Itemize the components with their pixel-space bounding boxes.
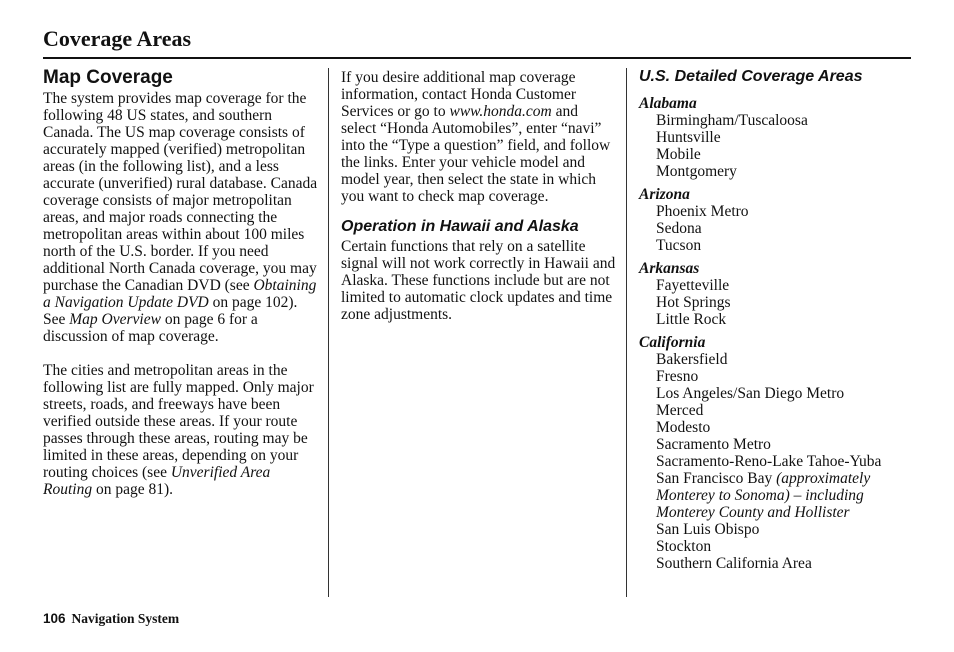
city-item: Huntsville [656, 129, 721, 146]
column-map-coverage [43, 67, 318, 498]
title-rule [43, 57, 911, 59]
website-link: www.honda.com [449, 103, 552, 120]
text-run: If you desire additional map coverage information, contact Honda Customer Services or go to [341, 69, 577, 120]
city-item: Hot Springs [656, 294, 731, 311]
city-item: Merced [656, 402, 704, 419]
city-item: Montgomery [656, 163, 737, 180]
city-item: Phoenix Metro [656, 203, 749, 220]
city-item: Sedona [656, 220, 702, 237]
paragraph-additional-coverage [341, 69, 616, 205]
paragraph-fully-mapped [43, 362, 318, 498]
city-item: Sacramento-Reno-Lake Tahoe-Yuba [656, 453, 882, 470]
text-run: on page 102). See [43, 294, 298, 328]
city-item: Birmingham/Tuscaloosa [656, 112, 808, 129]
city-item-san-francisco [639, 470, 919, 521]
text-run: The cities and metropolitan areas in the following list are fully mapped. Only major streets, roads, and freeways have been verified outside these areas. If your route passes through these areas, routing may be limited in these areas, depending on your routing choices (see [43, 362, 314, 481]
city-item: Stockton [656, 538, 712, 555]
section-heading-us-detailed: U.S. Detailed Coverage Areas [639, 68, 863, 85]
page-number: 106 [43, 611, 66, 626]
city-item: Fresno [656, 368, 699, 385]
city-item: Los Angeles/San Diego Metro [656, 385, 845, 402]
paragraph-hawaii-alaska: Certain functions that rely on a satellite signal will not work correctly in Hawaii and Alaska. These functions include but are not limited to automatic clock updates and time zone adjustments. [341, 238, 616, 323]
state-heading-arkansas: Arkansas [639, 260, 700, 277]
section-heading-map-coverage: Map Coverage [43, 67, 173, 88]
state-heading-arizona: Arizona [639, 186, 690, 203]
city-item: San Luis Obispo [656, 521, 760, 538]
city-item: Tucson [656, 237, 702, 254]
section-heading-hawaii-alaska: Operation in Hawaii and Alaska [341, 218, 579, 235]
city-note: (approximately Monterey to Sonoma) – including Monterey County and Hollister [656, 470, 871, 521]
column-divider [328, 68, 329, 597]
text-run: on page 6 for a discussion of map coverage. [43, 311, 258, 345]
city-item: Mobile [656, 146, 701, 163]
state-heading-california: California [639, 334, 706, 351]
cross-reference: Map Overview [69, 311, 161, 328]
city-item: Modesto [656, 419, 711, 436]
state-heading-alabama: Alabama [639, 95, 697, 112]
paragraph-map-coverage [43, 90, 318, 345]
city-item: Southern California Area [656, 555, 812, 572]
text-run: and select “Honda Automobiles”, enter “navi” into the “Type a question” field, and follow the links. Enter your vehicle model and model year, then select the state in which you want to check map coverage. [341, 103, 611, 205]
text-run: on page 81). [92, 481, 174, 498]
footer-label: Navigation System [71, 611, 180, 626]
city-item: Bakersfield [656, 351, 728, 368]
page-title: Coverage Areas [43, 26, 192, 51]
city-name: San Francisco Bay [656, 470, 773, 487]
column-divider [626, 68, 627, 597]
column-detailed-areas [639, 67, 919, 572]
page-footer [43, 610, 179, 628]
city-item: Fayetteville [656, 277, 730, 294]
text-run: The system provides map coverage for the following 48 US states, and southern Canada. The US map coverage consists of accurately mapped (verified) metropolitan areas (in the following list), and a less accurate (unverified) rural database. Canada coverage consists of major metropolitan areas, and major roads connecting the metropolitan areas within about 100 miles north of the U.S. border. If you need additional North Canada coverage, you may purchase the Canadian DVD (see [43, 90, 318, 294]
city-item: Little Rock [656, 311, 727, 328]
cross-reference: Obtaining a Navigation Update DVD [43, 277, 317, 311]
cross-reference: Unverified Area Routing [43, 464, 271, 498]
column-additional-info [341, 67, 616, 323]
city-item: Sacramento Metro [656, 436, 771, 453]
